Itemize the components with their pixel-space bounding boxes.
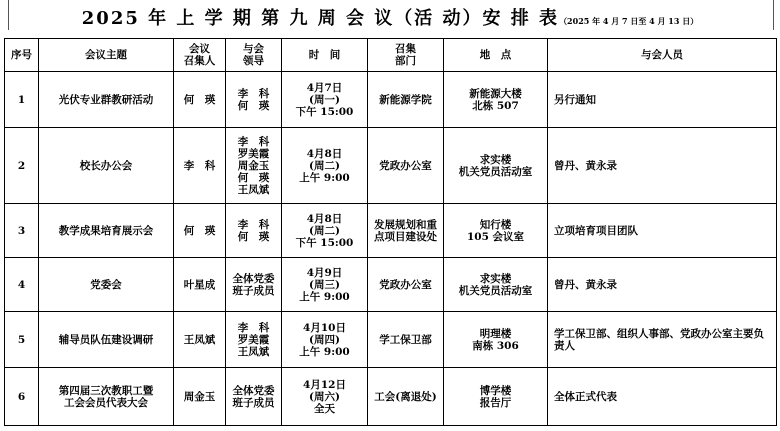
cell-dept: 发展规划和重 点项目建设处	[368, 204, 444, 258]
cell-time: 4月7日 (周一) 下午 15:00	[282, 72, 368, 128]
column-header-topic: 会议主题	[39, 39, 174, 72]
cell-place: 明理楼 南栋 306	[444, 312, 548, 368]
cell-topic: 辅导员队伍建设调研	[39, 312, 174, 368]
cell-place: 求实楼 机关党员活动室	[444, 258, 548, 312]
cell-attendees: 另行通知	[548, 72, 777, 128]
cell-dept: 党政办公室	[368, 128, 444, 204]
cell-topic: 光伏专业群教研活动	[39, 72, 174, 128]
cell-no: 2	[5, 128, 39, 204]
cell-no: 5	[5, 312, 39, 368]
cell-convener: 周金玉	[174, 368, 226, 426]
table-row	[5, 72, 777, 128]
cell-attendees: 曾丹、黄永录	[548, 128, 777, 204]
table-row	[5, 204, 777, 258]
cell-leaders: 全体党委 班子成员	[226, 258, 282, 312]
table-row	[5, 128, 777, 204]
cell-topic: 教学成果培育展示会	[39, 204, 174, 258]
column-header-time: 时 间	[282, 39, 368, 72]
cell-leaders: 李 科 罗美霞 王凤斌	[226, 312, 282, 368]
page-title: 2025 年 上 学 期 第 九 周 会 议（活 动）安 排 表	[81, 8, 560, 29]
cell-place: 求实楼 机关党员活动室	[444, 128, 548, 204]
cell-convener: 叶星成	[174, 258, 226, 312]
cell-time: 4月8日 (周二) 上午 9:00	[282, 128, 368, 204]
column-header-place: 地 点	[444, 39, 548, 72]
cell-leaders: 李 科 何 瑛	[226, 204, 282, 258]
cell-convener: 王凤斌	[174, 312, 226, 368]
table-header-row	[5, 39, 777, 72]
cell-leaders: 全体党委 班子成员	[226, 368, 282, 426]
table-row	[5, 368, 777, 426]
cell-place: 新能源大楼 北栋 507	[444, 72, 548, 128]
cell-attendees: 曾丹、黄永录	[548, 258, 777, 312]
cell-no: 4	[5, 258, 39, 312]
cell-attendees: 学工保卫部、组织人事部、党政办公室主要负责人	[548, 312, 777, 368]
cell-time: 4月12日 (周六) 全天	[282, 368, 368, 426]
cell-time: 4月9日 (周三) 上午 9:00	[282, 258, 368, 312]
cell-place: 博学楼 报告厅	[444, 368, 548, 426]
cell-no: 1	[5, 72, 39, 128]
cell-attendees: 全体正式代表	[548, 368, 777, 426]
column-header-dept: 召集 部门	[368, 39, 444, 72]
cell-leaders: 李 科 罗美霞 周金玉 何 瑛 王凤斌	[226, 128, 282, 204]
cell-convener: 李 科	[174, 128, 226, 204]
document-header	[0, 4, 780, 34]
column-header-leaders: 与会 领导	[226, 39, 282, 72]
cell-no: 6	[5, 368, 39, 426]
cell-time: 4月8日 (周二) 下午 15:00	[282, 204, 368, 258]
column-header-no: 序号	[5, 39, 39, 72]
schedule-table	[4, 38, 777, 426]
cell-topic: 校长办公会	[39, 128, 174, 204]
cell-convener: 何 瑛	[174, 72, 226, 128]
cell-dept: 党政办公室	[368, 258, 444, 312]
cell-dept: 学工保卫部	[368, 312, 444, 368]
cell-place: 知行楼 105 会议室	[444, 204, 548, 258]
table-row	[5, 258, 777, 312]
cell-leaders: 李 科 何 瑛	[226, 72, 282, 128]
page-subtitle: （2025 年 4 月 7 日至 4 月 13 日）	[559, 16, 699, 26]
cell-dept: 工会(离退处)	[368, 368, 444, 426]
cell-no: 3	[5, 204, 39, 258]
column-header-convener: 会议 召集人	[174, 39, 226, 72]
cell-topic: 党委会	[39, 258, 174, 312]
cell-dept: 新能源学院	[368, 72, 444, 128]
table-row	[5, 312, 777, 368]
cell-time: 4月10日 (周四) 上午 9:00	[282, 312, 368, 368]
cell-convener: 何 瑛	[174, 204, 226, 258]
cell-topic: 第四届三次教职工暨 工会会员代表大会	[39, 368, 174, 426]
cell-attendees: 立项培育项目团队	[548, 204, 777, 258]
column-header-attendees: 与会人员	[548, 39, 777, 72]
